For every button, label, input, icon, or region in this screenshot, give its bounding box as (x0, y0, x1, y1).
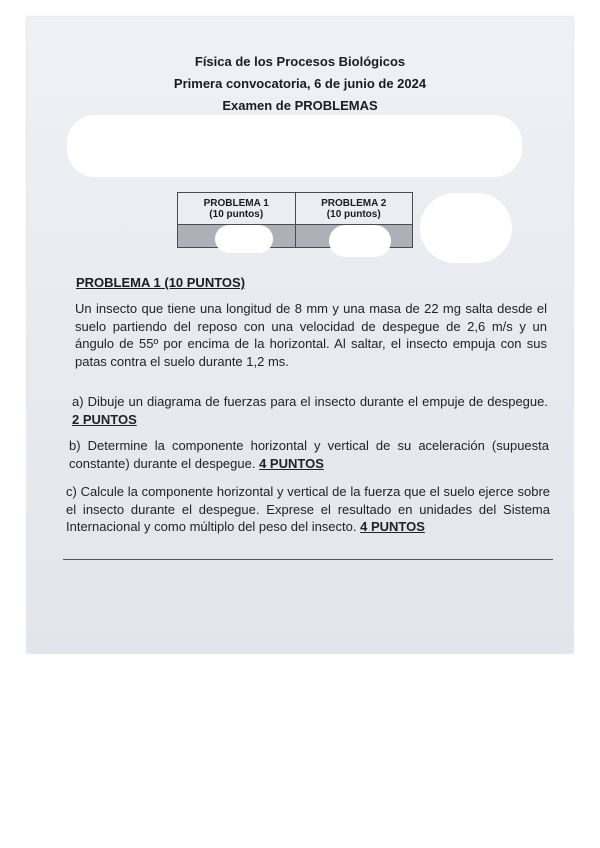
part-c (66, 483, 550, 536)
part-c-text: c) Calcule la componente horizontal y vertical de la fuerza que el suelo ejerce sobre el insecto durante el despegue. Exprese el resultado en unidades del Sistema Internacional y como múltiplo del peso del insecto. (66, 484, 550, 534)
part-a-text: a) Dibuje un diagrama de fuerzas para el insecto durante el empuje de despegue. (72, 394, 548, 409)
score-header-problem-1: PROBLEMA 1 (10 puntos) (178, 193, 296, 225)
redacted-total-score (420, 193, 512, 263)
exam-session: Primera convocatoria, 6 de junio de 2024 (173, 76, 427, 91)
part-b-points: 4 PUNTOS (259, 455, 324, 471)
part-c-points: 4 PUNTOS (360, 519, 425, 534)
exam-sheet-photo (27, 17, 573, 653)
problem-1-statement: Un insecto que tiene una longitud de 8 mm y una masa de 22 mg salta desde el suelo partiendo del reposo con una velocidad de despegue de 2,6 m/s y un ángulo de 55º por encima de la horizontal. Al saltar, el insecto empuja con sus patas contra el suelo durante 1,2 ms. (75, 301, 547, 369)
redacted-score-2 (329, 225, 391, 257)
part-a-points: 2 PUNTOS (72, 411, 137, 427)
redacted-score-1 (215, 225, 273, 253)
part-b-text: b) Determine la componente horizontal y vertical de su aceleración (supuesta constante) durante el despegue. (69, 438, 549, 471)
exam-type: Examen de PROBLEMAS (222, 98, 378, 113)
part-a (72, 393, 548, 428)
part-b (69, 437, 549, 472)
section-divider (63, 559, 553, 560)
redacted-student-info (67, 115, 522, 177)
problem-1-title: PROBLEMA 1 (10 PUNTOS) (76, 275, 246, 290)
score-header-problem-2: PROBLEMA 2 (10 puntos) (295, 193, 413, 225)
course-title: Física de los Procesos Biológicos (194, 54, 406, 69)
